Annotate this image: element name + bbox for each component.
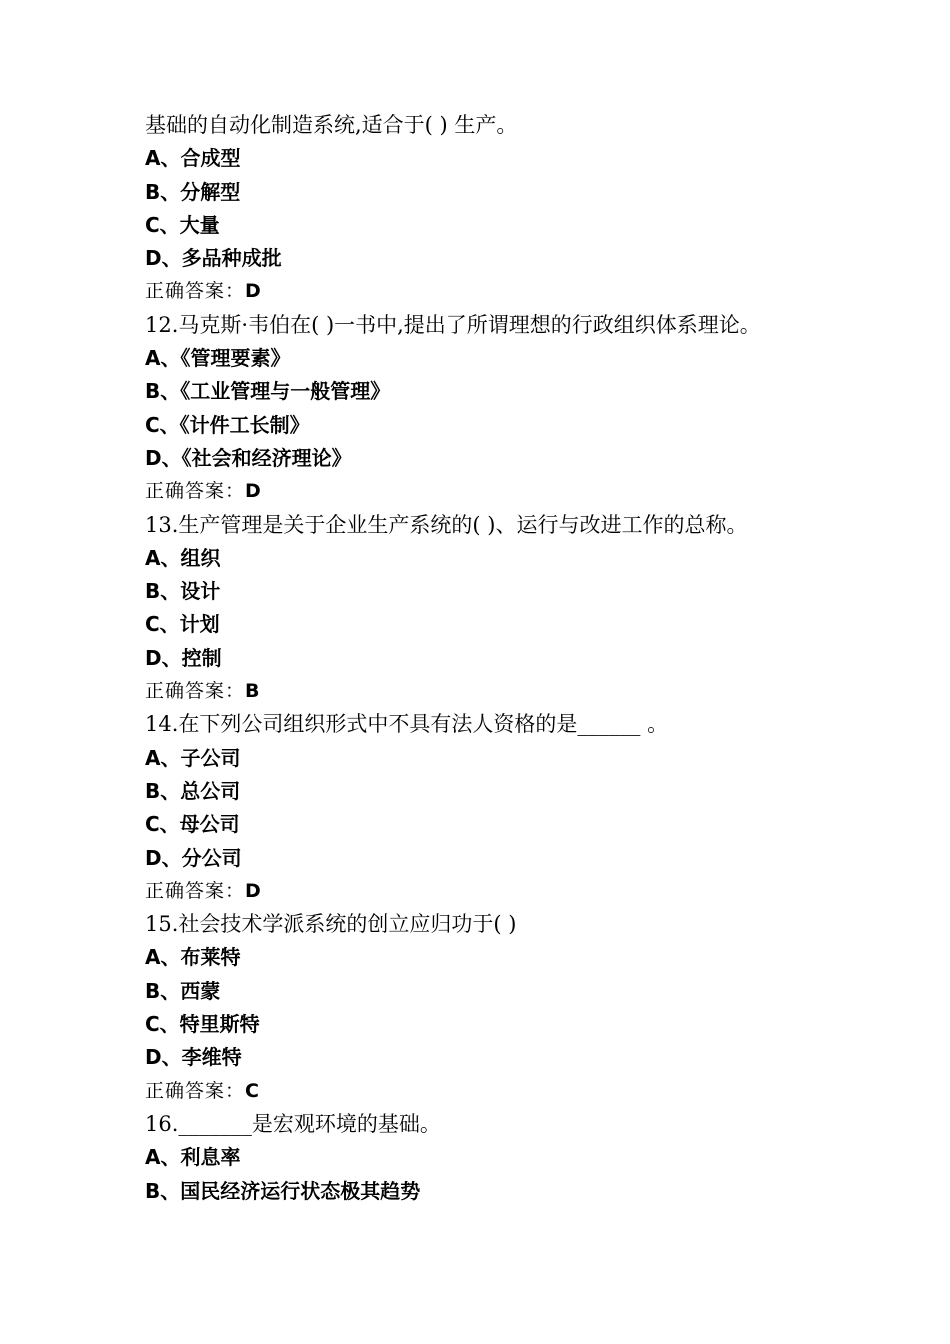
option-c: C、特里斯特: [145, 1012, 260, 1037]
option-c: C、计划: [145, 612, 220, 637]
answer-line: [145, 275, 845, 308]
option-d: D、控制: [145, 645, 222, 670]
answer-value: D: [245, 480, 262, 503]
option-a: A、《管理要素》: [145, 346, 291, 371]
answer-line: [145, 475, 845, 508]
option-a: A、子公司: [145, 745, 241, 770]
answer-line: [145, 875, 845, 908]
option-d: D、李维特: [145, 1045, 242, 1070]
option-c: C、《计件工长制》: [145, 412, 310, 437]
answer-value: D: [245, 879, 262, 902]
answer-label: 正确答案：: [145, 280, 246, 303]
option-d: D、《社会和经济理论》: [145, 445, 352, 470]
question-stem: 基础的自动化制造系统,适合于( ) 生产。: [145, 113, 518, 137]
answer-value: C: [245, 1079, 260, 1102]
answer-line: [145, 1075, 845, 1108]
answer-value: D: [245, 280, 262, 303]
option-d: D、多品种成批: [145, 246, 282, 271]
question-stem: 14.在下列公司组织形式中不具有法人资格的是______ 。: [145, 712, 669, 737]
option-b: B、《工业管理与一般管理》: [145, 379, 391, 404]
question-stem: 13.生产管理是关于企业生产系统的( )、运行与改进工作的总称。: [145, 512, 748, 537]
option-b: B、西蒙: [145, 978, 221, 1003]
question-list: [145, 109, 845, 1208]
question-stem: 12.马克斯·韦伯在( )一书中,提出了所谓理想的行政组织体系理论。: [145, 312, 761, 337]
option-d: D、分公司: [145, 845, 242, 870]
question-stem: 16._______是宏观环境的基础。: [145, 1111, 441, 1136]
option-a: A、组织: [145, 545, 221, 570]
answer-line: [145, 675, 845, 708]
option-b: B、设计: [145, 579, 221, 604]
answer-label: 正确答案：: [145, 1079, 246, 1102]
option-a: A、利息率: [145, 1145, 241, 1170]
option-c: C、大量: [145, 212, 220, 237]
option-b: B、总公司: [145, 778, 241, 803]
option-c: C、母公司: [145, 812, 240, 837]
question-stem: 15.社会技术学派系统的创立应归功于( ): [145, 912, 517, 937]
answer-label: 正确答案：: [145, 480, 246, 503]
option-a: A、布莱特: [145, 945, 241, 970]
option-b: B、国民经济运行状态极其趋势: [145, 1178, 421, 1203]
answer-label: 正确答案：: [145, 879, 246, 902]
option-a: A、合成型: [145, 146, 241, 171]
answer-label: 正确答案：: [145, 680, 246, 703]
option-b: B、分解型: [145, 179, 241, 204]
answer-value: B: [245, 680, 261, 703]
